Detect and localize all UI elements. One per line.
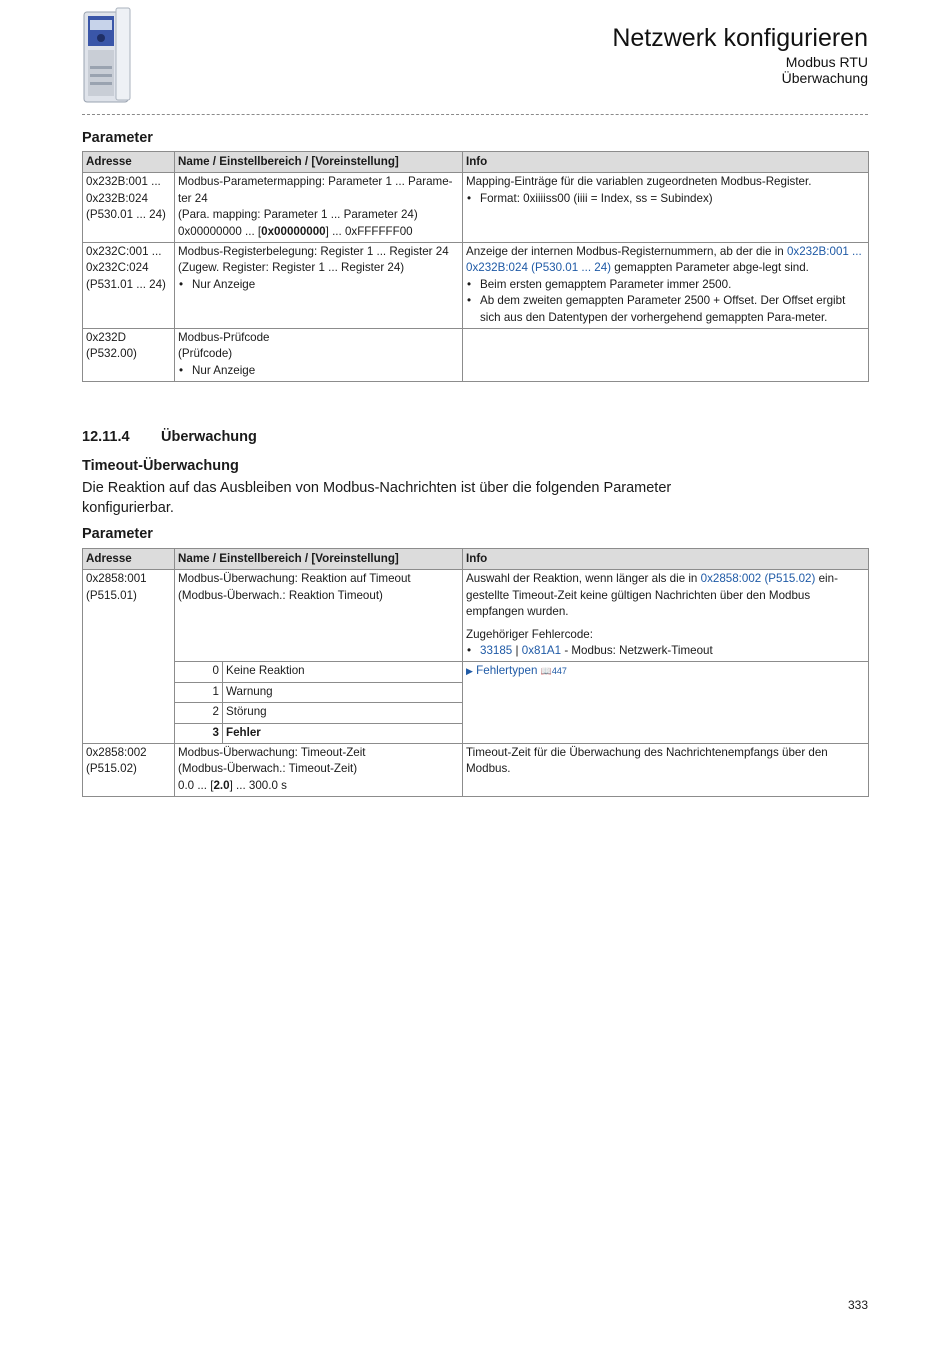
name-bullet: • Nur Anzeige bbox=[178, 277, 459, 293]
address-line: 0x232B:001 ... bbox=[86, 175, 161, 189]
option-value: 1 bbox=[175, 682, 223, 702]
parameter-table-1 bbox=[82, 151, 869, 382]
address-line: (P515.02) bbox=[86, 762, 137, 776]
link-page: 447 bbox=[551, 666, 567, 677]
address-cell bbox=[83, 570, 175, 744]
description-paragraph: Die Reaktion auf das Ausbleiben von Modbus-Nachrichten ist über die folgenden Parameter konfigurierbar. bbox=[82, 480, 672, 516]
name-line: (Para. mapping: Parameter 1 ... Parameter 24) bbox=[178, 208, 418, 222]
info-text-pre: Auswahl der Reaktion, wenn länger als die in bbox=[466, 572, 698, 586]
column-header-info: Info bbox=[463, 549, 869, 570]
error-code-label: Zugehöriger Fehlercode: bbox=[466, 627, 593, 641]
link-label: Fehlertypen bbox=[476, 664, 538, 678]
range-default: 0x00000000 bbox=[261, 224, 326, 238]
address-line: 0x232C:001 ... bbox=[86, 245, 162, 259]
address-cell bbox=[83, 329, 175, 382]
address-line: (P530.01 ... 24) bbox=[86, 208, 166, 222]
parameter-heading-1: Parameter bbox=[82, 130, 153, 146]
name-line: Modbus-Prüfcode bbox=[178, 331, 270, 345]
info-text-post: ein-gestellte Timeout-Zeit keine gültigen Nachrichten über den Modbus empfangen wurden. bbox=[466, 572, 838, 619]
info-text bbox=[466, 571, 865, 620]
column-header-info: Info bbox=[463, 152, 869, 173]
info-text-pre: Anzeige der internen Modbus-Registernummern, ab der die in bbox=[466, 245, 784, 259]
name-line: Modbus-Überwachung: Timeout-Zeit bbox=[178, 746, 366, 760]
name-line: (Modbus-Überwach.: Reaktion Timeout) bbox=[178, 588, 383, 602]
range-line bbox=[178, 224, 459, 240]
name-cell bbox=[175, 243, 463, 329]
error-hex-link[interactable]: 0x81A1 bbox=[521, 644, 562, 658]
section-number: 12.11.4 bbox=[82, 429, 130, 445]
option-label: Warnung bbox=[223, 682, 463, 702]
info-text bbox=[466, 244, 865, 277]
header-divider bbox=[82, 114, 868, 115]
name-line: Modbus-Parametermapping: Parameter 1 ... Parame- bbox=[178, 175, 453, 189]
name-line: (Prüfcode) bbox=[178, 347, 233, 361]
range-max: ] ... 0xFFFFFF00 bbox=[325, 224, 413, 238]
option-value: 0 bbox=[175, 662, 223, 682]
option-label-default: Fehler bbox=[223, 723, 463, 743]
subheading: Timeout-Überwachung bbox=[82, 458, 239, 474]
address-line: 0x232D bbox=[86, 331, 126, 345]
address-line: (P515.01) bbox=[86, 588, 137, 602]
address-line: (P531.01 ... 24) bbox=[86, 277, 166, 291]
section-title: Überwachung bbox=[161, 429, 257, 445]
column-header-address: Adresse bbox=[83, 152, 175, 173]
address-line: 0x232B:024 bbox=[86, 191, 148, 205]
column-header-address: Adresse bbox=[83, 549, 175, 570]
table-row bbox=[83, 243, 869, 329]
fehlertypen-link[interactable] bbox=[466, 664, 567, 677]
product-device-image bbox=[80, 6, 134, 104]
info-text: Mapping-Einträge für die variablen zugeordneten Modbus-Register. bbox=[466, 175, 812, 189]
address-cell bbox=[83, 243, 175, 329]
column-header-name: Name / Einstellbereich / [Voreinstellung] bbox=[175, 549, 463, 570]
option-label: Störung bbox=[223, 703, 463, 723]
parameter-table-2 bbox=[82, 548, 869, 797]
name-cell bbox=[175, 173, 463, 243]
table-row bbox=[83, 329, 869, 382]
range-max: ] ... 300.0 s bbox=[229, 778, 287, 792]
info-cell bbox=[463, 329, 869, 382]
info-bullet: • Format: 0xiiiiss00 (iiii = Index, ss = Subindex) bbox=[466, 191, 865, 207]
option-value: 2 bbox=[175, 703, 223, 723]
info-text: Timeout-Zeit für die Überwachung des Nachrichtenempfangs über den Modbus. bbox=[466, 746, 828, 776]
range-min: 0.0 ... [ bbox=[178, 778, 214, 792]
error-code-link[interactable]: 33185 bbox=[480, 644, 513, 658]
option-label: Keine Reaktion bbox=[223, 662, 463, 682]
name-cell bbox=[175, 570, 463, 662]
table-row bbox=[83, 173, 869, 243]
range-min: 0x00000000 ... [ bbox=[178, 224, 262, 238]
parameter-link[interactable]: 0x2858:002 (P515.02) bbox=[700, 572, 816, 586]
info-cell bbox=[463, 744, 869, 797]
info-bullet: • Ab dem zweiten gemappten Parameter 2500 + Offset. Der Offset ergibt sich aus den Datentypen der vorhergehend gemappten Para-meter. bbox=[466, 293, 865, 326]
name-line: ter 24 bbox=[178, 191, 208, 205]
section-subtitle: Überwachung bbox=[781, 70, 868, 86]
parameter-heading-2: Parameter bbox=[82, 526, 153, 542]
info-text-post: gemappten Parameter abge-legt sind. bbox=[614, 261, 809, 275]
page-number: 333 bbox=[847, 1298, 868, 1312]
table-row bbox=[83, 570, 869, 662]
name-cell bbox=[175, 329, 463, 382]
range-default: 2.0 bbox=[213, 778, 230, 792]
range-line bbox=[178, 778, 459, 794]
address-line: (P532.00) bbox=[86, 347, 137, 361]
chapter-subtitle: Modbus RTU bbox=[785, 54, 868, 70]
name-bullet: • Nur Anzeige bbox=[178, 363, 459, 379]
error-code-separator: | bbox=[515, 644, 519, 658]
error-code-text: - Modbus: Netzwerk-Timeout bbox=[564, 644, 713, 658]
info-cell bbox=[463, 243, 869, 329]
error-code-bullet bbox=[466, 643, 865, 659]
name-line: Modbus-Registerbelegung: Register 1 ... Register 24 bbox=[178, 245, 449, 259]
address-cell bbox=[83, 173, 175, 243]
table-header-row bbox=[83, 152, 869, 173]
name-cell bbox=[175, 744, 463, 797]
parameter-link[interactable]: 0x232B:001 ... 0x232B:024 (P530.01 ... 24) bbox=[466, 245, 862, 275]
address-line: 0x2858:002 bbox=[86, 746, 147, 760]
table-header-row bbox=[83, 549, 869, 570]
name-line: (Modbus-Überwach.: Timeout-Zeit) bbox=[178, 762, 358, 776]
address-line: 0x2858:001 bbox=[86, 572, 147, 586]
address-line: 0x232C:024 bbox=[86, 261, 149, 275]
chapter-title: Netzwerk konfigurieren bbox=[612, 24, 868, 52]
info-cell bbox=[463, 662, 869, 744]
info-bullet: • Beim ersten gemapptem Parameter immer 2500. bbox=[466, 277, 865, 293]
info-cell bbox=[463, 570, 869, 662]
book-icon: 📖 bbox=[540, 666, 552, 677]
caret-right-icon: ▶ bbox=[466, 666, 473, 677]
option-row bbox=[83, 662, 869, 682]
column-header-name: Name / Einstellbereich / [Voreinstellung] bbox=[175, 152, 463, 173]
info-cell bbox=[463, 173, 869, 243]
name-line: Modbus-Überwachung: Reaktion auf Timeout bbox=[178, 572, 411, 586]
address-cell bbox=[83, 744, 175, 797]
table-row bbox=[83, 744, 869, 797]
option-value-default: 3 bbox=[175, 723, 223, 743]
name-line: (Zugew. Register: Register 1 ... Register 24) bbox=[178, 261, 405, 275]
